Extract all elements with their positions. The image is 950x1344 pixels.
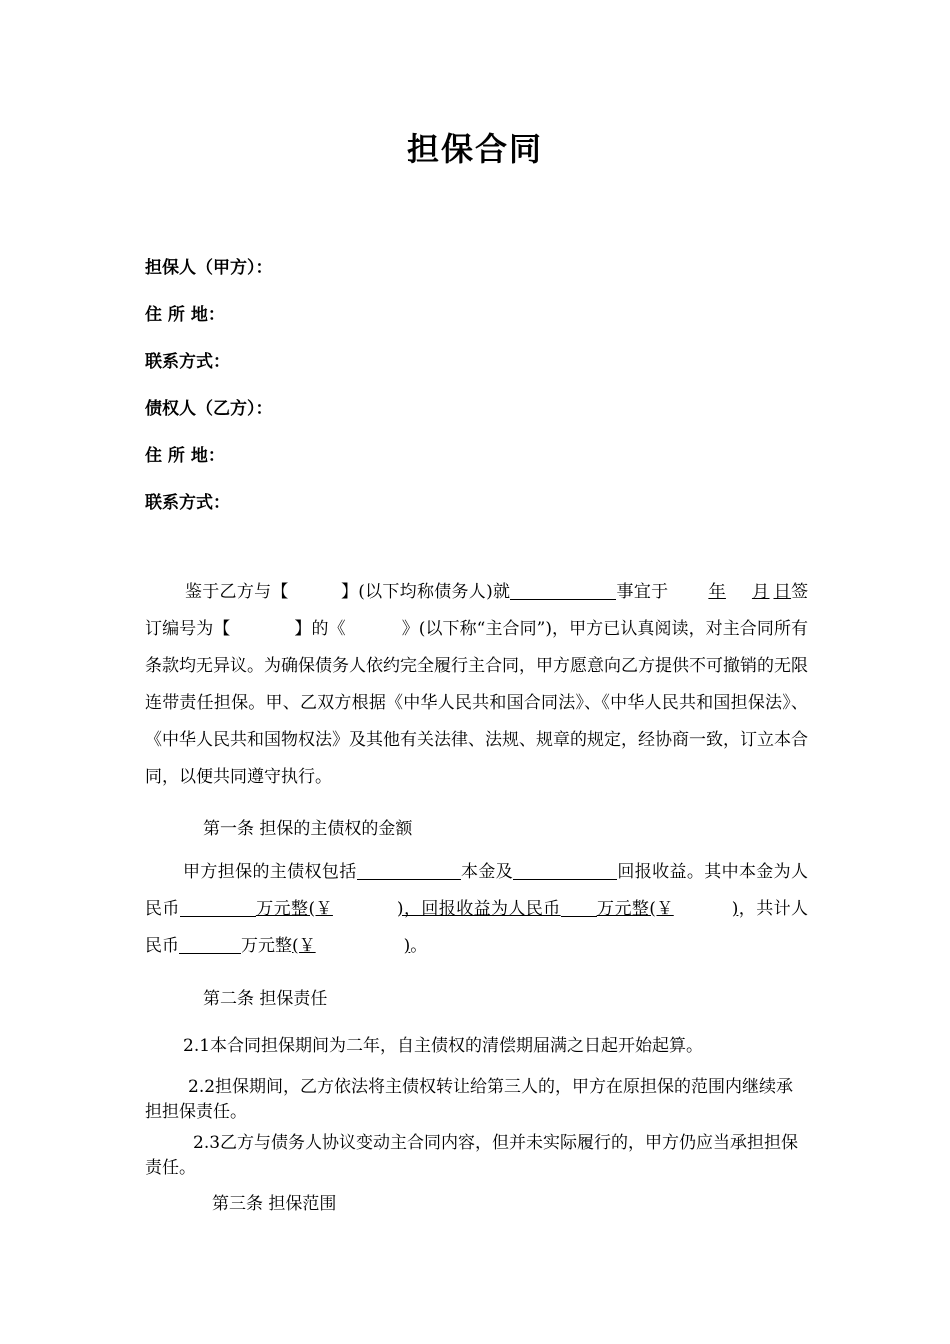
intro-text-5: 】的《 (294, 619, 346, 639)
month-label: 月 (751, 582, 770, 602)
creditor-label: 债权人（乙方）： (145, 399, 273, 419)
creditor-contact-label: 联系方式： (145, 493, 230, 513)
art1-text-l: 。 (410, 936, 428, 956)
guarantor-address-label: 住 所 地： (145, 305, 225, 325)
matter-blank (510, 581, 616, 600)
guarantor-contact-label: 联系方式： (145, 352, 230, 372)
intro-text-1: 鉴于乙方与【 (185, 582, 289, 602)
article-3-heading: 第三条 担保范围 (212, 1194, 337, 1214)
creditor-address-label: 住 所 地： (145, 446, 225, 466)
clause-2-1: 2.1本合同担保期间为二年，自主债权的清偿期届满之日起开始起算。 (183, 1036, 704, 1056)
document-title: 担保合同 (406, 130, 543, 168)
principal-amount-blank (180, 898, 256, 917)
intro-paragraph (145, 574, 808, 796)
intro-text-3: 事宜于 (616, 582, 669, 602)
art1-text-k: ) (403, 936, 411, 956)
art1-text-g: ) (731, 899, 739, 919)
article-1-paragraph (145, 854, 808, 965)
article-1-heading: 第一条 担保的主债权的金额 (203, 819, 413, 839)
return-amount-blank (561, 898, 597, 917)
clause-2-2: 2.2担保期间，乙方依法将主债权转让给第三人的，甲方在原担保的范围内继续承担担保责任。 (145, 1077, 794, 1122)
art1-text-h: ，共计人民币 (145, 899, 809, 956)
art1-text-j: (￥ (292, 936, 316, 956)
art1-text-a: 甲方担保的主债权包括 (183, 862, 357, 882)
article-2-heading: 第二条 担保责任 (203, 989, 328, 1009)
return-amount-text (597, 899, 739, 919)
intro-text-4: 签订编号为【 (145, 582, 809, 639)
art1-text-c: 回报收益。其中本金为人民币 (145, 862, 809, 919)
day-label: 日 (773, 582, 792, 602)
principal-amount-text (256, 899, 561, 919)
intro-text-6: 》(以下称“主合同”)，甲方已认真阅读，对主合同所有条款均无异议。为确保债务人依约完全履行主合同，甲方愿意向乙方提供不可撤销的无限连带责任担保。甲、乙双方根据《中华人民共和国合同法》、《中华人民共和国担保法》、《中华人民共和国物权法》及其他有关法律、法规、规章的规定，经协商一致，订立本合同，以便共同遵守执行。 (145, 619, 809, 787)
art1-text-f: 万元整(￥ (596, 899, 674, 919)
clause-2-3: 2.3乙方与债务人协议变动主合同内容，但并未实际履行的，甲方仍应当承担担保责任。 (145, 1133, 799, 1178)
year-label: 年 (708, 582, 726, 602)
return-blank (513, 861, 617, 880)
art1-text-e: )，回报收益为人民币 (396, 899, 561, 919)
total-amount-blank (179, 935, 241, 954)
sign-date (668, 582, 791, 602)
principal-blank (357, 861, 461, 880)
total-amount-text (292, 936, 410, 956)
art1-text-i: 万元整 (241, 936, 292, 956)
art1-text-d: 万元整(￥ (255, 899, 333, 919)
guarantor-label: 担保人（甲方）： (145, 258, 273, 278)
intro-text-2: 】(以下均称债务人)就 (340, 582, 511, 602)
art1-text-b: 本金及 (460, 862, 514, 882)
